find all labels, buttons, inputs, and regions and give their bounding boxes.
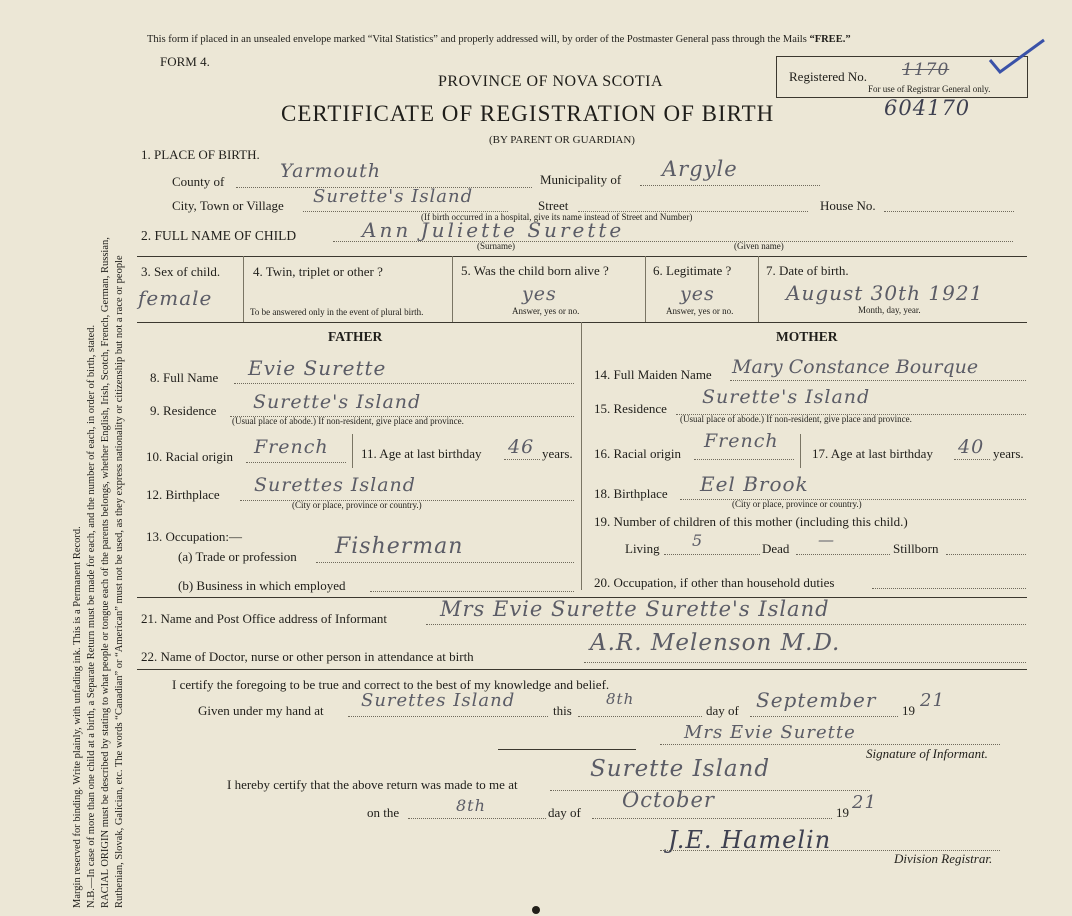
year-prefix: 19 xyxy=(902,703,915,718)
twin-label: 4. Twin, triplet or other ? xyxy=(253,264,383,279)
hospital-note: (If birth occurred in a hospital, give its name instead of Street and Number) xyxy=(421,212,693,222)
living-label: Living xyxy=(625,541,660,556)
certificate-title: CERTIFICATE OF REGISTRATION OF BIRTH xyxy=(281,101,775,126)
mother-residence-label: 15. Residence xyxy=(594,401,667,416)
registrar-label: Division Registrar. xyxy=(894,851,993,866)
reg-day-of-label: day of xyxy=(548,805,581,820)
mother-residence-note: (Usual place of abode.) If non-resident, give place and province. xyxy=(680,414,912,424)
registered-label: Registered No. xyxy=(789,69,867,84)
cert-year-value: 21 xyxy=(920,690,945,711)
mother-years: years. xyxy=(993,446,1024,461)
municipality-value: Argyle xyxy=(662,157,738,181)
children-count-label: 19. Number of children of this mother (including this child.) xyxy=(594,514,908,529)
place-section-heading: 1. PLACE OF BIRTH. xyxy=(141,147,260,162)
doctor-label: 22. Name of Doctor, nurse or other person in attendance at birth xyxy=(141,649,474,664)
registered-number: 604170 xyxy=(884,96,971,120)
registrar-signature: J.E. Hamelin xyxy=(668,826,832,854)
father-heading: FATHER xyxy=(328,329,383,344)
surname-note: (Surname) xyxy=(477,241,515,251)
father-residence-value: Surette's Island xyxy=(253,391,422,413)
form-number: FORM 4. xyxy=(160,54,210,69)
father-years: years. xyxy=(542,446,573,461)
county-label: County of xyxy=(172,174,225,189)
dead-value: — xyxy=(818,530,835,549)
legitimate-label: 6. Legitimate ? xyxy=(653,263,732,278)
informant-signature: Mrs Evie Surette xyxy=(684,722,856,743)
postal-notice-text: This form if placed in an unsealed envelope marked “Vital Statistics” and properly addressed will, by order of the Postmaster General pass through the Mails xyxy=(147,34,807,45)
mother-race-label: 16. Racial origin xyxy=(594,446,682,461)
house-label: House No. xyxy=(820,198,876,213)
mother-name-label: 14. Full Maiden Name xyxy=(594,367,712,382)
return-label: I hereby certify that the above return was made to me at xyxy=(227,777,518,792)
alive-value: yes xyxy=(522,283,557,305)
on-the-label: on the xyxy=(367,805,400,820)
dob-note: Month, day, year. xyxy=(858,305,921,315)
dob-label: 7. Date of birth. xyxy=(766,263,849,278)
given-place-value: Surettes Island xyxy=(361,690,516,711)
dead-label: Dead xyxy=(762,541,790,556)
given-under-label: Given under my hand at xyxy=(198,703,324,718)
cert-month-value: September xyxy=(756,688,877,712)
signature-label: Signature of Informant. xyxy=(866,746,988,761)
dob-value: August 30th 1921 xyxy=(786,281,984,305)
reg-year-prefix: 19 xyxy=(836,805,849,820)
father-birthplace-value: Surettes Island xyxy=(254,474,416,496)
father-age-label: 11. Age at last birthday xyxy=(361,446,482,461)
registered-note: For use of Registrar General only. xyxy=(868,84,991,94)
alive-label: 5. Was the child born alive ? xyxy=(461,263,609,278)
mother-residence-value: Surette's Island xyxy=(702,386,871,408)
alive-note: Answer, yes or no. xyxy=(512,306,580,316)
father-name-value: Evie Surette xyxy=(248,356,387,380)
mother-age-label: 17. Age at last birthday xyxy=(812,446,933,461)
municipality-label: Municipality of xyxy=(540,172,622,187)
sex-label: 3. Sex of child. xyxy=(141,264,221,279)
mother-birthplace-note: (City or place, province or country.) xyxy=(732,499,862,509)
mother-birthplace-value: Eel Brook xyxy=(700,472,809,496)
child-name-value: Ann Juliette Surette xyxy=(362,218,625,242)
father-residence-note: (Usual place of abode.) If non-resident, give place and province. xyxy=(232,416,464,426)
twin-note: To be answered only in the event of plural birth. xyxy=(250,307,424,317)
father-name-label: 8. Full Name xyxy=(150,370,219,385)
mother-name-value: Mary Constance Bourque xyxy=(732,356,979,378)
father-residence-label: 9. Residence xyxy=(150,403,217,418)
county-value: Yarmouth xyxy=(280,160,382,182)
father-occupation-label: 13. Occupation:— xyxy=(146,529,243,544)
margin-note-1: Margin reserved for binding. Write plainly, with unfading ink. This is a Permanent Record. xyxy=(72,526,83,908)
trade-value: Fisherman xyxy=(335,534,464,559)
doctor-value: A.R. Melenson M.D. xyxy=(590,630,841,656)
punch-hole-icon xyxy=(530,898,542,916)
mother-heading: MOTHER xyxy=(776,329,838,344)
father-race-value: French xyxy=(254,436,329,458)
father-birthplace-label: 12. Birthplace xyxy=(146,487,220,502)
postal-notice xyxy=(147,34,851,45)
margin-note-2: N.B.—In case of more than one child at a birth, a Separate Return must be made for each, and the number of each, in order of birth, stated. xyxy=(86,324,97,908)
reg-month-value: October xyxy=(622,788,715,812)
legitimate-note: Answer, yes or no. xyxy=(666,306,734,316)
reg-year-value: 21 xyxy=(852,792,877,813)
cert-day-value: 8th xyxy=(606,690,635,708)
city-value: Surette's Island xyxy=(313,186,474,207)
margin-note-4: Ruthenian, Slovak, Galician, etc. The words “Canadian” or “American” must not be used, as they express nationality or citizenship but not a race or people xyxy=(114,255,125,908)
living-value: 5 xyxy=(692,531,704,550)
father-birthplace-note: (City or place, province or country.) xyxy=(292,500,422,510)
mother-race-value: French xyxy=(704,430,779,452)
margin-note-3: RACIAL ORIGIN must be described by stating to what people or tongue each of the parents belongs, whether English, Irish, Scotch, French, German, Russian, xyxy=(100,237,111,908)
city-label: City, Town or Village xyxy=(172,198,284,213)
informant-value: Mrs Evie Surette Surette's Island xyxy=(440,597,830,621)
mother-age-value: 40 xyxy=(958,436,985,458)
street-label: Street xyxy=(538,198,569,213)
registered-crossed: 1170 xyxy=(902,60,950,80)
given-name-note: (Given name) xyxy=(734,241,784,251)
business-label: (b) Business in which employed xyxy=(178,578,346,593)
sex-value: female xyxy=(138,286,213,310)
father-age-value: 46 xyxy=(508,436,535,458)
postal-free: “FREE.” xyxy=(809,34,851,45)
checkmark-icon xyxy=(988,36,1048,76)
mother-occupation-label: 20. Occupation, if other than household duties xyxy=(594,575,835,590)
mother-birthplace-label: 18. Birthplace xyxy=(594,486,668,501)
child-name-label: 2. FULL NAME OF CHILD xyxy=(141,228,297,243)
informant-label: 21. Name and Post Office address of Informant xyxy=(141,611,387,626)
reg-day-value: 8th xyxy=(456,796,486,815)
certificate-subtitle: (BY PARENT OR GUARDIAN) xyxy=(489,134,635,146)
legitimate-value: yes xyxy=(680,283,715,305)
day-of-label: day of xyxy=(706,703,739,718)
stillborn-label: Stillborn xyxy=(893,541,939,556)
return-place-value: Surette Island xyxy=(590,756,771,782)
trade-label: (a) Trade or profession xyxy=(178,549,297,564)
certify-statement: I certify the foregoing to be true and correct to the best of my knowledge and belief. xyxy=(172,677,610,692)
province-heading: PROVINCE OF NOVA SCOTIA xyxy=(438,73,664,90)
this-label: this xyxy=(553,703,572,718)
father-race-label: 10. Racial origin xyxy=(146,449,234,464)
